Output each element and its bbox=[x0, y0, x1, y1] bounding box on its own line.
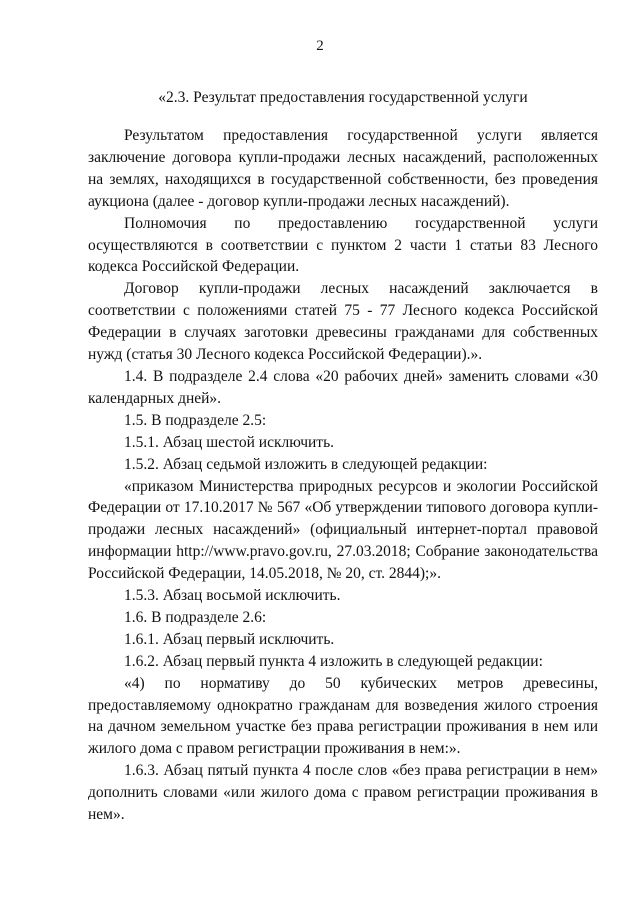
document-body bbox=[88, 125, 598, 826]
paragraph: Результатом предоставления государственной услуги является заключение договора купли-продажи лесных насаждений, расположенных на землях, находящихся в государственной собственности, без проведения аукциона (далее - договор купли-продажи лесных насаждений). bbox=[88, 127, 598, 210]
paragraph: «4) по нормативу до 50 кубических метров древесины, предоставляемому однократно гражданам для возведения жилого строения на дачном земельном участке без права регистрации проживания в нем или жилого дома с правом регистрации проживания в нем:». bbox=[88, 674, 598, 758]
paragraph: 1.5.2. Абзац седьмой изложить в следующей редакции: bbox=[124, 455, 488, 473]
paragraph: 1.4. В подразделе 2.4 слова «20 рабочих дней» заменить словами «30 календарных дней». bbox=[88, 367, 598, 407]
section-heading: «2.3. Результат предоставления государственной услуги bbox=[158, 89, 528, 106]
page-number: 2 bbox=[316, 38, 324, 54]
paragraph: 1.6.1. Абзац первый исключить. bbox=[124, 630, 335, 648]
paragraph: 1.6.2. Абзац первый пункта 4 изложить в следующей редакции: bbox=[124, 652, 543, 670]
paragraph: Договор купли-продажи лесных насаждений заключается в соответствии с положениями статей 75 - 77 Лесного кодекса Российской Федерации в случаях заготовки древесины гражданами для собственных нужд (статья 30 Лесного кодекса Российской Федерации).». bbox=[88, 280, 598, 364]
paragraph: 1.5.3. Абзац восьмой исключить. bbox=[124, 587, 341, 605]
paragraph: 1.6. В подразделе 2.6: bbox=[124, 608, 267, 626]
paragraph: «приказом Министерства природных ресурсов и экологии Российской Федерации от 17.10.2017 № 567 «Об утверждении типового договора купли-продажи лесных насаждений» (официальный интернет-портал правовой информации http://www.pravo.gov.ru, 27.03.2018; Собрание законодательства Российской Федерации, 14.05.2018, № 20, ст. 2844);». bbox=[88, 477, 598, 583]
paragraph: Полномочия по предоставлению государственной услуги осуществляются в соответствии с пунктом 2 части 1 статьи 83 Лесного кодекса Российской Федерации. bbox=[88, 214, 598, 276]
paragraph: 1.5.1. Абзац шестой исключить. bbox=[124, 433, 335, 451]
paragraph: 1.5. В подразделе 2.5: bbox=[124, 411, 267, 429]
paragraph: 1.6.3. Абзац пятый пункта 4 после слов «без права регистрации в нем» дополнить словами «или жилого дома с правом регистрации проживания в нем». bbox=[88, 762, 598, 824]
